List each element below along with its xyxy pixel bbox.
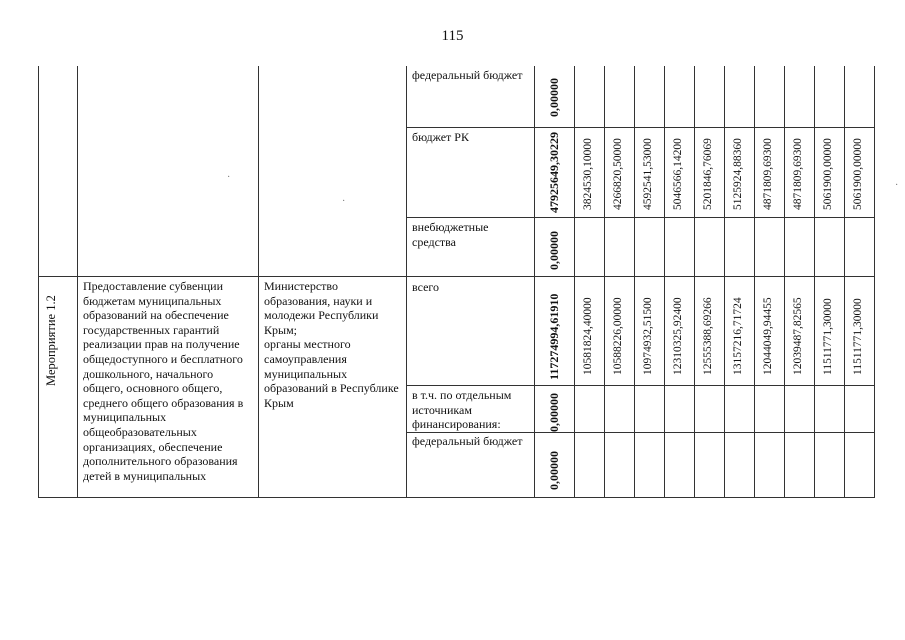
total-value: 0,00000: [547, 393, 561, 432]
measure-description: Предоставление субвенции бюджетам муниципальных образований на обеспечение государственных гарантий реализации прав на получение общедоступного и бесплатного дошкольного, начального общего, основного общего, среднего общего образования в муниципальных общеобразовательных организациях, обеспечение дополнительного образования детей в муниципальных: [83, 279, 244, 483]
column-divider: [534, 66, 535, 498]
year-value: 12039487,82565: [792, 297, 804, 375]
measure-executor: Министерство образования, науки и молодежи Республики Крым; органы местного самоуправления муниципальных образований в Республике Крым: [264, 279, 399, 410]
row-divider: [406, 432, 875, 433]
source-label: бюджет РК: [412, 130, 469, 144]
table-border-left: [38, 66, 39, 498]
column-divider: [604, 66, 605, 498]
scan-speck: ·: [895, 180, 899, 191]
column-divider: [664, 66, 665, 498]
source-label: в т.ч. по отдельным источникам финансирования:: [412, 388, 512, 432]
year-value: 4266820,50000: [612, 138, 624, 210]
table-border-right: [874, 66, 875, 498]
column-divider: [694, 66, 695, 498]
table-border-bottom: [38, 497, 875, 498]
year-value: 12310325,92400: [672, 297, 684, 375]
column-divider: [754, 66, 755, 498]
source-label: внебюджетные средства: [412, 220, 489, 249]
year-value: 11511771,30000: [822, 298, 834, 375]
total-value: 47925649,30229: [547, 132, 561, 213]
column-divider: [784, 66, 785, 498]
year-value: 10974932,51500: [642, 297, 654, 375]
source-label: всего: [412, 280, 440, 294]
source-label: федеральный бюджет: [412, 434, 523, 448]
year-value: 5061900,00000: [822, 138, 834, 210]
year-value: 5046566,14200: [672, 138, 684, 210]
year-value: 5061900,00000: [852, 138, 864, 210]
column-divider: [724, 66, 725, 498]
column-divider: [258, 66, 259, 498]
year-value: 11511771,30000: [852, 298, 864, 375]
column-divider: [844, 66, 845, 498]
column-divider: [574, 66, 575, 498]
row-divider: [406, 217, 875, 218]
column-divider: [634, 66, 635, 498]
year-value: 4592541,53000: [642, 138, 654, 210]
total-value: 117274994,61910: [547, 293, 561, 380]
total-value: 0,00000: [547, 231, 561, 270]
year-value: 5125924,88360: [732, 138, 744, 210]
year-value: 4871809,69300: [762, 138, 774, 210]
source-label: федеральный бюджет: [412, 68, 523, 82]
scan-speck: ·: [342, 196, 346, 207]
column-divider: [814, 66, 815, 498]
year-value: 5201846,76069: [702, 138, 714, 210]
year-value: 12555388,69266: [702, 297, 714, 375]
year-value: 3824530,10000: [582, 138, 594, 210]
year-value: 4871809,69300: [792, 138, 804, 210]
scan-speck: ·: [227, 172, 231, 183]
column-divider: [77, 66, 78, 498]
year-value: 10588226,00000: [612, 297, 624, 375]
year-value: 12044049,94455: [762, 297, 774, 375]
row-divider: [406, 385, 875, 386]
year-value: 13157216,71724: [732, 297, 744, 375]
year-value: 10581824,40000: [582, 297, 594, 375]
row-divider: [38, 276, 875, 277]
total-value: 0,00000: [547, 78, 561, 117]
row-divider: [406, 127, 875, 128]
page-number: 115: [441, 28, 464, 44]
measure-code: Мероприятие 1.2: [44, 295, 58, 386]
total-value: 0,00000: [547, 451, 561, 490]
column-divider: [406, 66, 407, 498]
